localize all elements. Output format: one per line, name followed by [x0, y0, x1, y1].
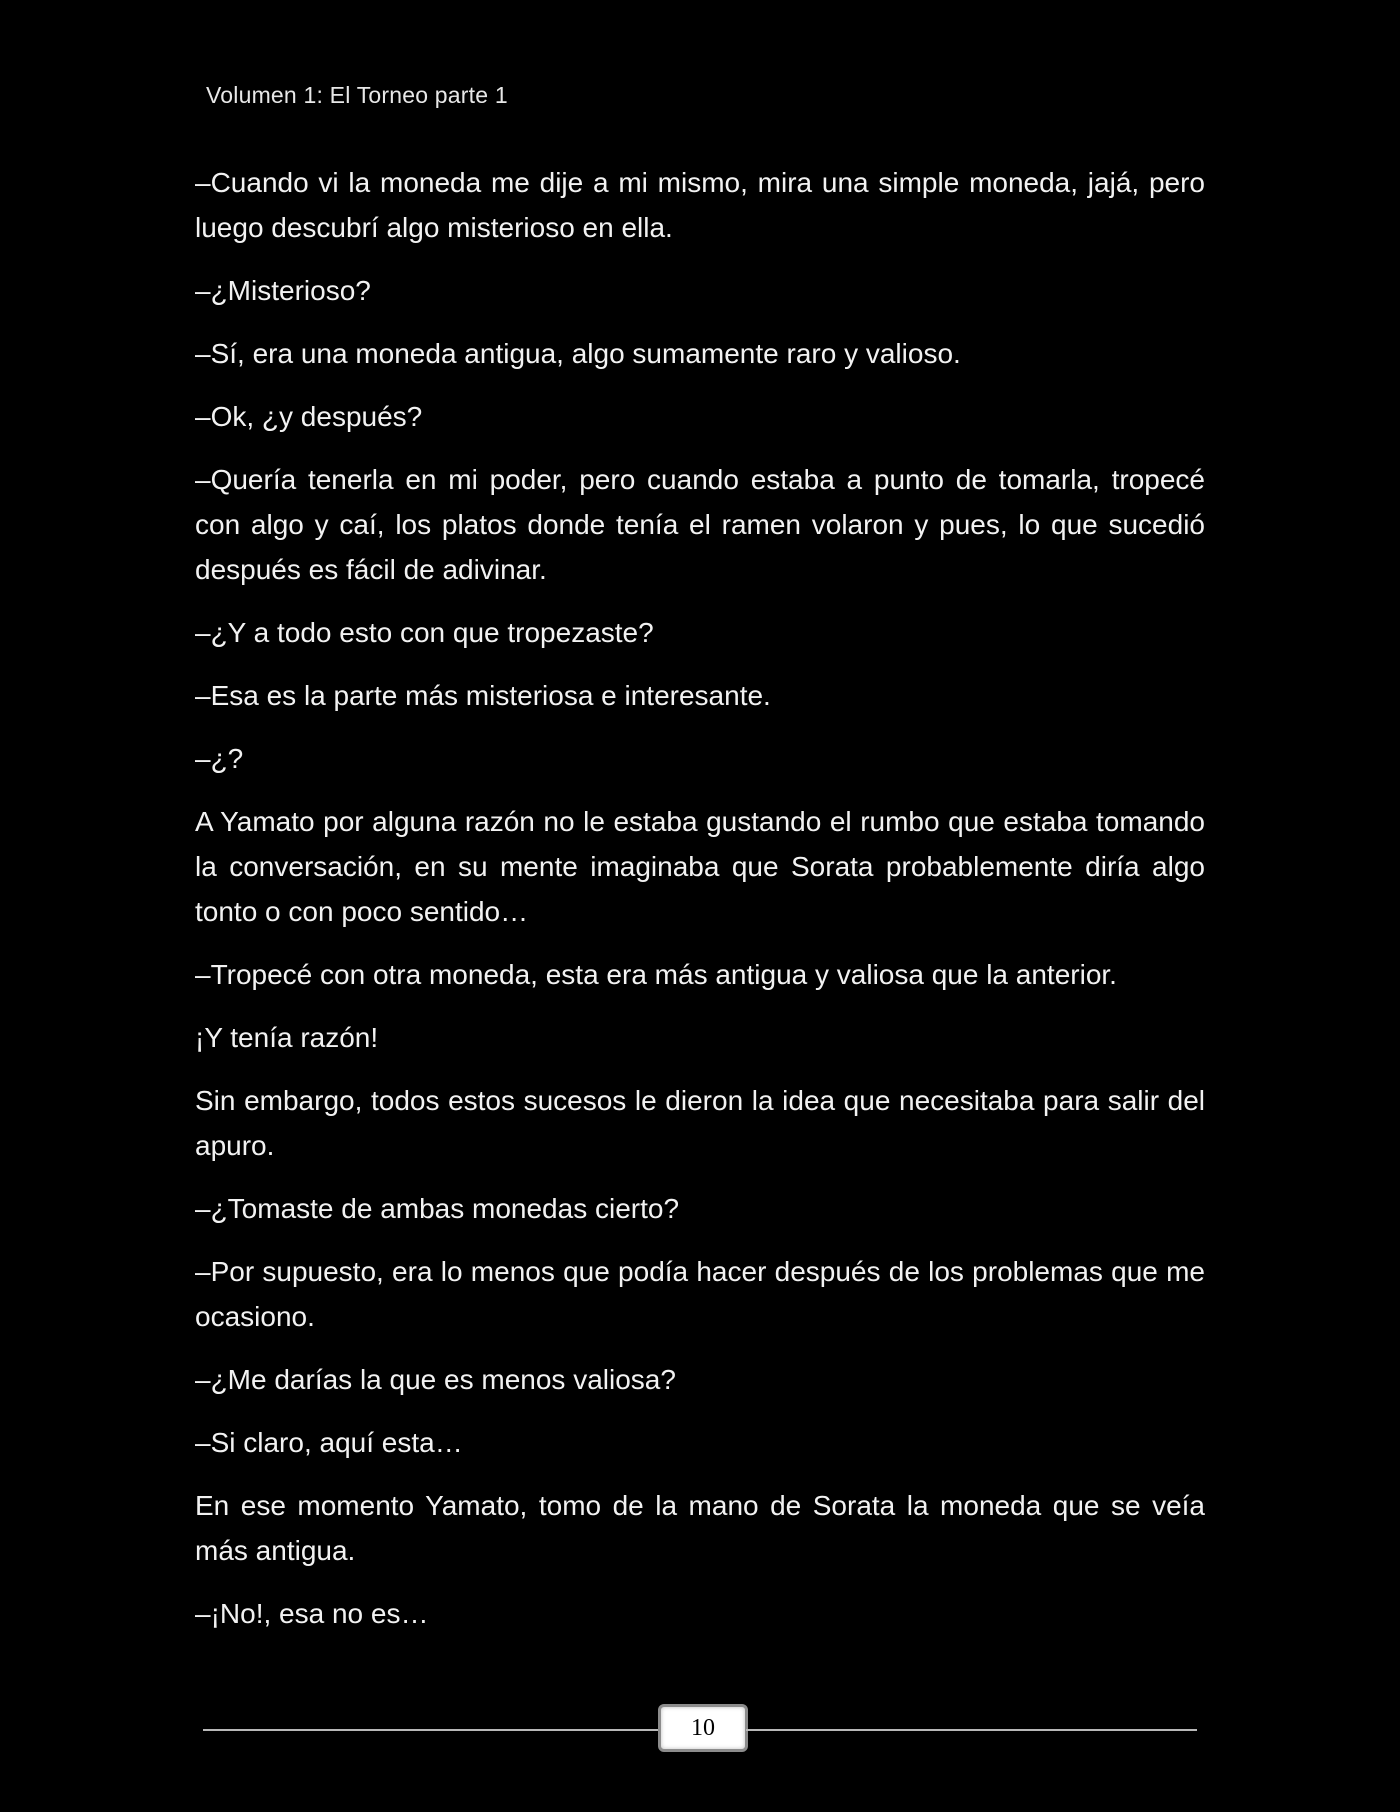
paragraph: –¡No!, esa no es… — [195, 1598, 429, 1629]
running-header: Volumen 1: El Torneo parte 1 — [206, 82, 508, 108]
paragraph: –¿Misterioso? — [195, 275, 371, 306]
paragraph: En ese momento Yamato, tomo de la mano de Sorata la moneda que se veía más antigua. — [195, 1490, 1205, 1566]
body-text — [195, 160, 1205, 1654]
paragraph: –¿Me darías la que es menos valiosa? — [195, 1364, 676, 1395]
paragraph: ¡Y tenía razón! — [195, 1022, 379, 1053]
paragraph: –¿? — [195, 743, 244, 774]
paragraph: –Quería tenerla en mi poder, pero cuando estaba a punto de tomarla, tropecé con algo y caí, los platos donde tenía el ramen volaron y pues, lo que sucedió después es fácil de adivinar. — [195, 464, 1205, 585]
footer-divider-right — [746, 1729, 1197, 1731]
paragraph: –Ok, ¿y después? — [195, 401, 423, 432]
paragraph: A Yamato por alguna razón no le estaba gustando el rumbo que estaba tomando la conversación, en su mente imaginaba que Sorata probablemente diría algo tonto o con poco sentido… — [195, 806, 1205, 927]
paragraph: –Sí, era una moneda antigua, algo sumamente raro y valioso. — [195, 338, 961, 369]
paragraph: Sin embargo, todos estos sucesos le dieron la idea que necesitaba para salir del apuro. — [195, 1085, 1205, 1161]
paragraph: –¿Tomaste de ambas monedas cierto? — [195, 1193, 680, 1224]
paragraph: –Tropecé con otra moneda, esta era más antigua y valiosa que la anterior. — [195, 959, 1117, 990]
paragraph: –Cuando vi la moneda me dije a mi mismo, mira una simple moneda, jajá, pero luego descubrí algo misterioso en ella. — [195, 167, 1205, 243]
page-number: 10 — [658, 1704, 748, 1752]
paragraph: –Por supuesto, era lo menos que podía hacer después de los problemas que me ocasiono. — [195, 1256, 1205, 1332]
paragraph: –¿Y a todo esto con que tropezaste? — [195, 617, 654, 648]
footer-divider-left — [203, 1729, 661, 1731]
paragraph: –Esa es la parte más misteriosa e interesante. — [195, 680, 771, 711]
paragraph: –Si claro, aquí esta… — [195, 1427, 463, 1458]
